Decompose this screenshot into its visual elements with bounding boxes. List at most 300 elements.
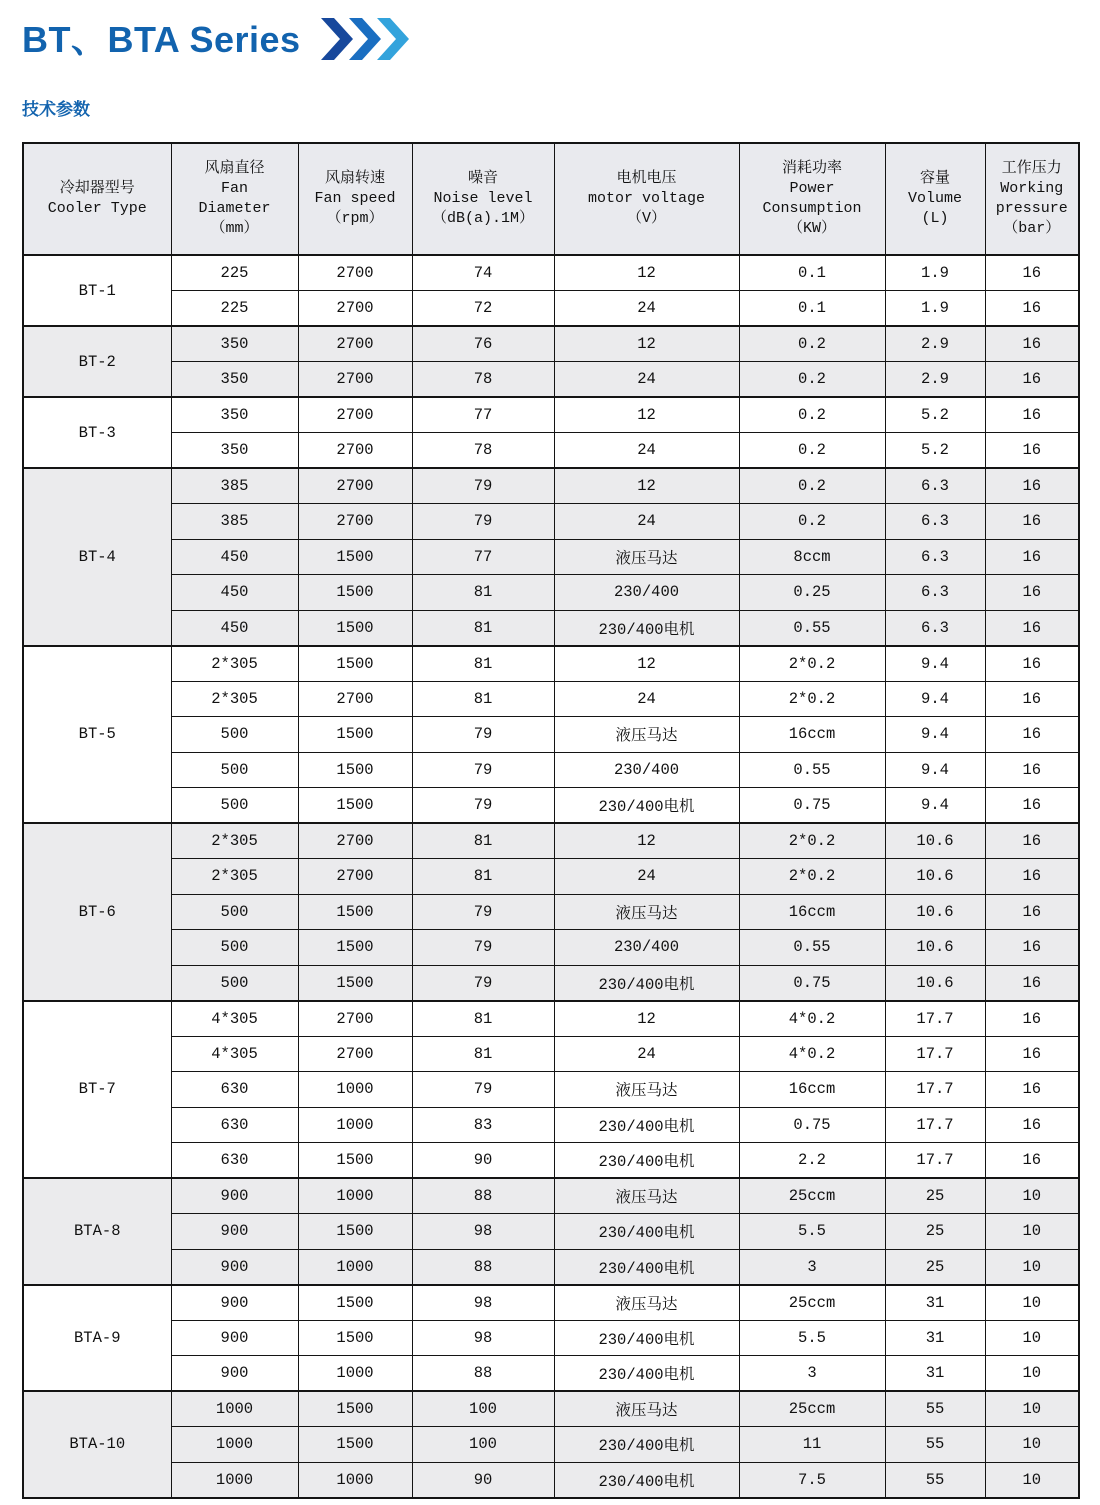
cell-fan_speed: 2700 xyxy=(298,859,412,895)
table-row xyxy=(23,1462,1079,1498)
cell-volume: 6.3 xyxy=(885,468,985,504)
cell-fan_diameter: 350 xyxy=(171,326,298,362)
table-row xyxy=(23,362,1079,398)
cell-noise_level: 81 xyxy=(412,575,554,611)
cell-power_consumption: 16ccm xyxy=(739,1072,885,1108)
cell-cooler-type: BT-4 xyxy=(23,468,171,646)
cell-volume: 6.3 xyxy=(885,575,985,611)
cell-fan_speed: 2700 xyxy=(298,433,412,469)
cell-working_pressure: 16 xyxy=(985,504,1079,540)
cell-volume: 5.2 xyxy=(885,433,985,469)
cell-fan_diameter: 1000 xyxy=(171,1462,298,1498)
cell-noise_level: 79 xyxy=(412,930,554,966)
table-row xyxy=(23,894,1079,930)
cell-fan_speed: 2700 xyxy=(298,255,412,291)
cell-fan_diameter: 900 xyxy=(171,1320,298,1356)
table-row xyxy=(23,468,1079,504)
header-line: 冷却器型号 xyxy=(59,180,135,197)
cell-power_consumption: 4*0.2 xyxy=(739,1001,885,1037)
cell-motor_voltage: 12 xyxy=(554,326,739,362)
cell-motor_voltage: 24 xyxy=(554,433,739,469)
header-line: Consumption xyxy=(762,200,862,217)
cell-volume: 1.9 xyxy=(885,291,985,327)
cell-noise_level: 79 xyxy=(412,1072,554,1108)
header-line: 风扇转速 xyxy=(324,170,385,187)
table-row xyxy=(23,255,1079,291)
cell-fan_speed: 1500 xyxy=(298,965,412,1001)
cell-motor_voltage: 230/400电机 xyxy=(554,610,739,646)
cell-volume: 6.3 xyxy=(885,504,985,540)
cell-working_pressure: 10 xyxy=(985,1427,1079,1463)
cell-power_consumption: 2*0.2 xyxy=(739,681,885,717)
cell-volume: 9.4 xyxy=(885,717,985,753)
cell-volume: 10.6 xyxy=(885,965,985,1001)
col-header-motor_voltage xyxy=(554,143,739,255)
spec-table-head xyxy=(23,143,1079,255)
cell-noise_level: 81 xyxy=(412,646,554,682)
cell-fan_diameter: 385 xyxy=(171,504,298,540)
cell-motor_voltage: 液压马达 xyxy=(554,1178,739,1214)
cell-fan_speed: 1500 xyxy=(298,539,412,575)
cell-noise_level: 98 xyxy=(412,1285,554,1321)
cell-volume: 31 xyxy=(885,1356,985,1392)
cell-power_consumption: 0.2 xyxy=(739,468,885,504)
cell-power_consumption: 11 xyxy=(739,1427,885,1463)
cell-working_pressure: 16 xyxy=(985,894,1079,930)
cell-power_consumption: 16ccm xyxy=(739,717,885,753)
cell-motor_voltage: 液压马达 xyxy=(554,1391,739,1427)
cell-noise_level: 83 xyxy=(412,1107,554,1143)
cell-motor_voltage: 24 xyxy=(554,1036,739,1072)
cell-volume: 10.6 xyxy=(885,859,985,895)
table-row xyxy=(23,823,1079,859)
cell-working_pressure: 10 xyxy=(985,1178,1079,1214)
cell-power_consumption: 5.5 xyxy=(739,1214,885,1250)
cell-power_consumption: 0.55 xyxy=(739,610,885,646)
cell-power_consumption: 3 xyxy=(739,1249,885,1285)
cell-motor_voltage: 液压马达 xyxy=(554,1072,739,1108)
cell-motor_voltage: 12 xyxy=(554,255,739,291)
cell-fan_diameter: 500 xyxy=(171,965,298,1001)
cell-motor_voltage: 24 xyxy=(554,362,739,398)
cell-working_pressure: 16 xyxy=(985,433,1079,469)
cell-working_pressure: 16 xyxy=(985,291,1079,327)
header-line: Noise level xyxy=(433,190,533,207)
cell-motor_voltage: 24 xyxy=(554,504,739,540)
chevron-1-icon xyxy=(321,18,353,60)
cell-noise_level: 88 xyxy=(412,1356,554,1392)
cell-fan_diameter: 900 xyxy=(171,1214,298,1250)
table-row xyxy=(23,965,1079,1001)
cell-working_pressure: 10 xyxy=(985,1462,1079,1498)
col-header-cooler_type xyxy=(23,143,171,255)
cell-fan_diameter: 2*305 xyxy=(171,681,298,717)
cell-noise_level: 98 xyxy=(412,1214,554,1250)
cell-motor_voltage: 12 xyxy=(554,468,739,504)
table-row xyxy=(23,1285,1079,1321)
cell-fan_speed: 1500 xyxy=(298,1320,412,1356)
cell-fan_speed: 1500 xyxy=(298,1391,412,1427)
cell-fan_diameter: 350 xyxy=(171,433,298,469)
cell-fan_diameter: 450 xyxy=(171,610,298,646)
cell-working_pressure: 10 xyxy=(985,1320,1079,1356)
cell-power_consumption: 25ccm xyxy=(739,1391,885,1427)
cell-volume: 1.9 xyxy=(885,255,985,291)
cell-fan_speed: 2700 xyxy=(298,823,412,859)
cell-noise_level: 90 xyxy=(412,1143,554,1179)
cell-power_consumption: 0.1 xyxy=(739,255,885,291)
cell-fan_diameter: 630 xyxy=(171,1143,298,1179)
cell-motor_voltage: 24 xyxy=(554,859,739,895)
cell-power_consumption: 2*0.2 xyxy=(739,859,885,895)
cell-noise_level: 81 xyxy=(412,1036,554,1072)
table-row xyxy=(23,433,1079,469)
cell-fan_diameter: 500 xyxy=(171,752,298,788)
cell-volume: 31 xyxy=(885,1320,985,1356)
cell-working_pressure: 16 xyxy=(985,788,1079,824)
header-line: 风扇直径 xyxy=(204,160,265,177)
cell-fan_speed: 2700 xyxy=(298,1036,412,1072)
cell-power_consumption: 0.55 xyxy=(739,930,885,966)
cell-working_pressure: 16 xyxy=(985,1072,1079,1108)
cell-volume: 2.9 xyxy=(885,362,985,398)
cell-fan_diameter: 900 xyxy=(171,1356,298,1392)
cell-fan_speed: 1500 xyxy=(298,1143,412,1179)
cell-noise_level: 79 xyxy=(412,504,554,540)
cell-fan_diameter: 1000 xyxy=(171,1427,298,1463)
cell-working_pressure: 10 xyxy=(985,1356,1079,1392)
cell-fan_speed: 1500 xyxy=(298,575,412,611)
header-line: Cooler Type xyxy=(47,200,147,217)
cell-noise_level: 77 xyxy=(412,539,554,575)
cell-working_pressure: 16 xyxy=(985,1143,1079,1179)
cell-fan_speed: 1000 xyxy=(298,1462,412,1498)
cell-power_consumption: 8ccm xyxy=(739,539,885,575)
cell-fan_diameter: 350 xyxy=(171,397,298,433)
cell-cooler-type: BT-7 xyxy=(23,1001,171,1179)
header-line: 容量 xyxy=(919,170,950,187)
cell-fan_speed: 1500 xyxy=(298,1214,412,1250)
cell-noise_level: 98 xyxy=(412,1320,554,1356)
cell-fan_speed: 2700 xyxy=(298,1001,412,1037)
cell-fan_speed: 1500 xyxy=(298,788,412,824)
header-line: （KW） xyxy=(787,220,836,237)
header-line: motor voltage xyxy=(587,190,706,207)
cell-fan_speed: 2700 xyxy=(298,326,412,362)
cell-fan_diameter: 4*305 xyxy=(171,1001,298,1037)
cell-noise_level: 88 xyxy=(412,1249,554,1285)
cell-working_pressure: 16 xyxy=(985,610,1079,646)
cell-power_consumption: 25ccm xyxy=(739,1178,885,1214)
cell-power_consumption: 0.2 xyxy=(739,326,885,362)
table-row xyxy=(23,1107,1079,1143)
cell-working_pressure: 16 xyxy=(985,397,1079,433)
cell-fan_speed: 2700 xyxy=(298,291,412,327)
cell-noise_level: 72 xyxy=(412,291,554,327)
cell-fan_speed: 1000 xyxy=(298,1178,412,1214)
cell-motor_voltage: 12 xyxy=(554,646,739,682)
table-row xyxy=(23,610,1079,646)
cell-cooler-type: BT-3 xyxy=(23,397,171,468)
cell-fan_diameter: 900 xyxy=(171,1285,298,1321)
cell-volume: 17.7 xyxy=(885,1001,985,1037)
cell-fan_speed: 1500 xyxy=(298,717,412,753)
table-row xyxy=(23,1214,1079,1250)
cell-fan_speed: 2700 xyxy=(298,504,412,540)
cell-motor_voltage: 液压马达 xyxy=(554,539,739,575)
cell-working_pressure: 16 xyxy=(985,681,1079,717)
cell-noise_level: 74 xyxy=(412,255,554,291)
cell-fan_speed: 1000 xyxy=(298,1107,412,1143)
cell-working_pressure: 16 xyxy=(985,646,1079,682)
cell-volume: 25 xyxy=(885,1178,985,1214)
spec-table-body xyxy=(23,255,1079,1498)
table-row xyxy=(23,539,1079,575)
cell-power_consumption: 16ccm xyxy=(739,894,885,930)
cell-motor_voltage: 230/400电机 xyxy=(554,1462,739,1498)
cell-motor_voltage: 230/400电机 xyxy=(554,1356,739,1392)
cell-fan_speed: 1000 xyxy=(298,1072,412,1108)
header-line: Working xyxy=(1000,180,1064,197)
cell-volume: 55 xyxy=(885,1391,985,1427)
cell-cooler-type: BTA-8 xyxy=(23,1178,171,1285)
cell-volume: 17.7 xyxy=(885,1072,985,1108)
col-header-noise_level xyxy=(412,143,554,255)
cell-motor_voltage: 12 xyxy=(554,1001,739,1037)
table-row xyxy=(23,1072,1079,1108)
cell-cooler-type: BTA-10 xyxy=(23,1391,171,1498)
table-row xyxy=(23,859,1079,895)
cell-noise_level: 77 xyxy=(412,397,554,433)
cell-noise_level: 81 xyxy=(412,859,554,895)
cell-power_consumption: 0.75 xyxy=(739,1107,885,1143)
cell-volume: 17.7 xyxy=(885,1036,985,1072)
cell-volume: 25 xyxy=(885,1214,985,1250)
col-header-power_consumption xyxy=(739,143,885,255)
cell-power_consumption: 0.55 xyxy=(739,752,885,788)
cell-motor_voltage: 液压马达 xyxy=(554,717,739,753)
cell-fan_diameter: 500 xyxy=(171,894,298,930)
cell-fan_diameter: 450 xyxy=(171,539,298,575)
table-row xyxy=(23,681,1079,717)
cell-working_pressure: 16 xyxy=(985,752,1079,788)
cell-power_consumption: 0.75 xyxy=(739,788,885,824)
table-row xyxy=(23,397,1079,433)
table-row xyxy=(23,788,1079,824)
cell-fan_diameter: 2*305 xyxy=(171,859,298,895)
header-line: Diameter xyxy=(198,200,271,217)
table-row xyxy=(23,1036,1079,1072)
cell-fan_speed: 1500 xyxy=(298,894,412,930)
cell-motor_voltage: 230/400 xyxy=(554,930,739,966)
cell-volume: 5.2 xyxy=(885,397,985,433)
cell-noise_level: 79 xyxy=(412,894,554,930)
cell-fan_diameter: 630 xyxy=(171,1107,298,1143)
header-line: Fan xyxy=(220,180,248,197)
col-header-volume xyxy=(885,143,985,255)
cell-power_consumption: 2*0.2 xyxy=(739,823,885,859)
cell-volume: 9.4 xyxy=(885,752,985,788)
cell-volume: 9.4 xyxy=(885,646,985,682)
title-row xyxy=(22,12,1078,63)
table-row xyxy=(23,291,1079,327)
cell-power_consumption: 0.2 xyxy=(739,504,885,540)
cell-motor_voltage: 230/400 xyxy=(554,575,739,611)
cell-power_consumption: 0.25 xyxy=(739,575,885,611)
cell-power_consumption: 4*0.2 xyxy=(739,1036,885,1072)
chevrons-icon xyxy=(321,18,419,60)
spec-table xyxy=(22,142,1080,1499)
cell-fan_diameter: 450 xyxy=(171,575,298,611)
cell-volume: 31 xyxy=(885,1285,985,1321)
cell-working_pressure: 10 xyxy=(985,1285,1079,1321)
table-row xyxy=(23,1320,1079,1356)
cell-fan_speed: 2700 xyxy=(298,397,412,433)
cell-cooler-type: BT-5 xyxy=(23,646,171,824)
cell-cooler-type: BT-1 xyxy=(23,255,171,326)
header-line: pressure xyxy=(995,200,1068,217)
table-row xyxy=(23,1249,1079,1285)
header-line: 噪音 xyxy=(467,170,498,187)
header-line: （dB(a).1M） xyxy=(431,210,534,227)
cell-motor_voltage: 12 xyxy=(554,823,739,859)
cell-cooler-type: BT-6 xyxy=(23,823,171,1001)
cell-fan_diameter: 900 xyxy=(171,1178,298,1214)
header-line: 工作压力 xyxy=(1001,160,1062,177)
header-line: (L) xyxy=(921,210,949,227)
cell-noise_level: 81 xyxy=(412,823,554,859)
cell-fan_speed: 1500 xyxy=(298,1427,412,1463)
table-row xyxy=(23,752,1079,788)
header-line: （bar） xyxy=(1003,220,1061,237)
cell-noise_level: 100 xyxy=(412,1427,554,1463)
cell-volume: 6.3 xyxy=(885,610,985,646)
cell-working_pressure: 16 xyxy=(985,468,1079,504)
table-row xyxy=(23,1427,1079,1463)
cell-motor_voltage: 230/400电机 xyxy=(554,1107,739,1143)
cell-noise_level: 79 xyxy=(412,965,554,1001)
table-row xyxy=(23,1391,1079,1427)
cell-noise_level: 81 xyxy=(412,681,554,717)
cell-motor_voltage: 液压马达 xyxy=(554,894,739,930)
col-header-working_pressure xyxy=(985,143,1079,255)
table-row xyxy=(23,646,1079,682)
table-row xyxy=(23,326,1079,362)
cell-working_pressure: 16 xyxy=(985,255,1079,291)
cell-power_consumption: 7.5 xyxy=(739,1462,885,1498)
cell-working_pressure: 16 xyxy=(985,362,1079,398)
header-line: Power xyxy=(789,180,835,197)
cell-working_pressure: 10 xyxy=(985,1249,1079,1285)
cell-working_pressure: 16 xyxy=(985,575,1079,611)
table-row xyxy=(23,1178,1079,1214)
cell-noise_level: 79 xyxy=(412,468,554,504)
cell-fan_diameter: 630 xyxy=(171,1072,298,1108)
cell-noise_level: 100 xyxy=(412,1391,554,1427)
cell-working_pressure: 10 xyxy=(985,1214,1079,1250)
cell-motor_voltage: 230/400电机 xyxy=(554,1249,739,1285)
header-line: （rpm） xyxy=(326,210,384,227)
header-line: 电机电压 xyxy=(616,170,677,187)
cell-noise_level: 79 xyxy=(412,752,554,788)
cell-working_pressure: 16 xyxy=(985,859,1079,895)
cell-fan_speed: 1500 xyxy=(298,930,412,966)
cell-working_pressure: 16 xyxy=(985,823,1079,859)
cell-volume: 55 xyxy=(885,1462,985,1498)
cell-working_pressure: 16 xyxy=(985,717,1079,753)
cell-motor_voltage: 230/400电机 xyxy=(554,1143,739,1179)
cell-noise_level: 81 xyxy=(412,1001,554,1037)
cell-volume: 9.4 xyxy=(885,681,985,717)
cell-working_pressure: 16 xyxy=(985,1036,1079,1072)
col-header-fan_speed xyxy=(298,143,412,255)
cell-working_pressure: 16 xyxy=(985,539,1079,575)
cell-working_pressure: 10 xyxy=(985,1391,1079,1427)
cell-fan_diameter: 500 xyxy=(171,930,298,966)
cell-fan_speed: 1500 xyxy=(298,1285,412,1321)
cell-working_pressure: 16 xyxy=(985,930,1079,966)
cell-fan_speed: 2700 xyxy=(298,468,412,504)
cell-fan_diameter: 500 xyxy=(171,788,298,824)
chevron-2-icon xyxy=(349,18,381,60)
cell-volume: 17.7 xyxy=(885,1107,985,1143)
cell-power_consumption: 5.5 xyxy=(739,1320,885,1356)
cell-power_consumption: 2*0.2 xyxy=(739,646,885,682)
cell-fan_diameter: 900 xyxy=(171,1249,298,1285)
cell-noise_level: 79 xyxy=(412,717,554,753)
cell-volume: 10.6 xyxy=(885,823,985,859)
cell-power_consumption: 0.2 xyxy=(739,397,885,433)
cell-working_pressure: 16 xyxy=(985,326,1079,362)
cell-noise_level: 81 xyxy=(412,610,554,646)
cell-fan_speed: 2700 xyxy=(298,681,412,717)
cell-volume: 10.6 xyxy=(885,894,985,930)
cell-volume: 10.6 xyxy=(885,930,985,966)
cell-volume: 25 xyxy=(885,1249,985,1285)
cell-cooler-type: BT-2 xyxy=(23,326,171,397)
cell-motor_voltage: 230/400电机 xyxy=(554,1427,739,1463)
table-row xyxy=(23,717,1079,753)
cell-fan_diameter: 4*305 xyxy=(171,1036,298,1072)
cell-volume: 17.7 xyxy=(885,1143,985,1179)
cell-fan_diameter: 225 xyxy=(171,291,298,327)
cell-fan_diameter: 500 xyxy=(171,717,298,753)
cell-fan_speed: 1000 xyxy=(298,1249,412,1285)
cell-volume: 2.9 xyxy=(885,326,985,362)
table-row xyxy=(23,1356,1079,1392)
cell-power_consumption: 25ccm xyxy=(739,1285,885,1321)
cell-motor_voltage: 230/400电机 xyxy=(554,965,739,1001)
cell-power_consumption: 3 xyxy=(739,1356,885,1392)
cell-noise_level: 76 xyxy=(412,326,554,362)
cell-motor_voltage: 12 xyxy=(554,397,739,433)
cell-power_consumption: 0.75 xyxy=(739,965,885,1001)
cell-fan_speed: 2700 xyxy=(298,362,412,398)
cell-power_consumption: 0.2 xyxy=(739,362,885,398)
cell-motor_voltage: 24 xyxy=(554,291,739,327)
cell-working_pressure: 16 xyxy=(985,1107,1079,1143)
cell-noise_level: 88 xyxy=(412,1178,554,1214)
cell-noise_level: 79 xyxy=(412,788,554,824)
cell-power_consumption: 2.2 xyxy=(739,1143,885,1179)
table-row xyxy=(23,1143,1079,1179)
cell-fan_speed: 1500 xyxy=(298,610,412,646)
cell-power_consumption: 0.2 xyxy=(739,433,885,469)
cell-volume: 9.4 xyxy=(885,788,985,824)
col-header-fan_diameter xyxy=(171,143,298,255)
cell-fan_diameter: 385 xyxy=(171,468,298,504)
cell-motor_voltage: 230/400电机 xyxy=(554,1320,739,1356)
